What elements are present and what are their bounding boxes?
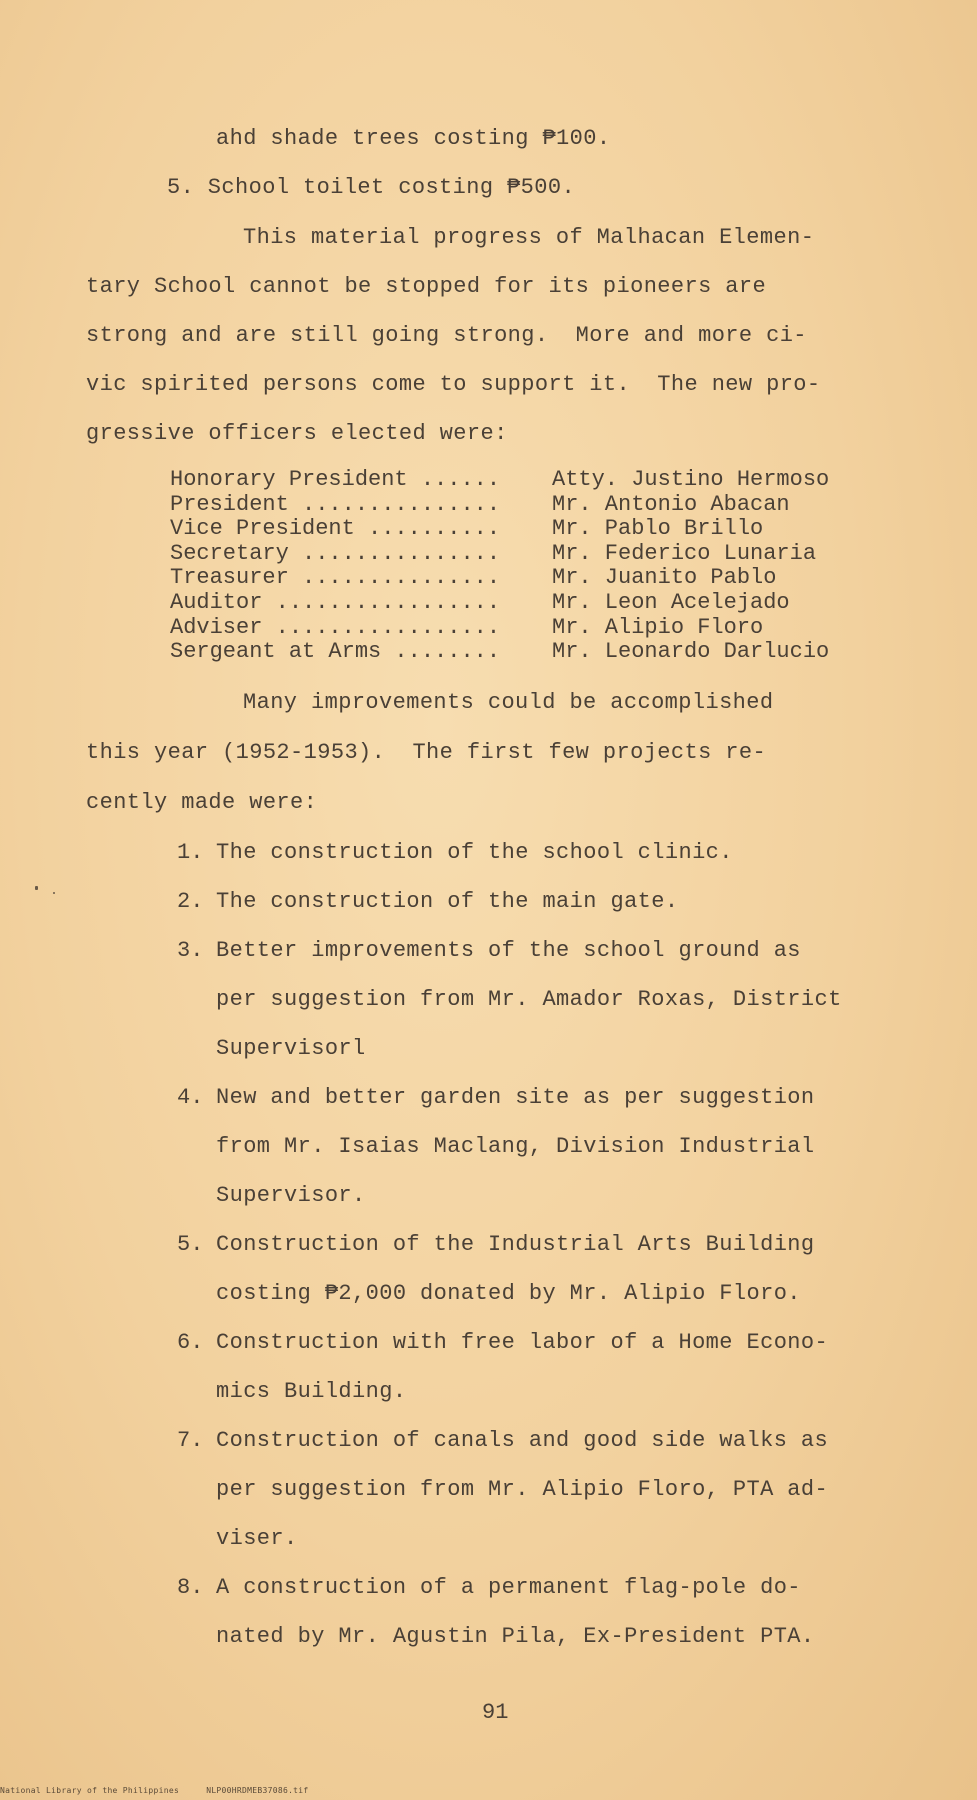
item-line: Construction of the Industrial Arts Building [216, 1232, 815, 1257]
item-line: viser. [216, 1526, 298, 1551]
item-number: 2. [177, 889, 204, 914]
item-number: 4. [177, 1085, 204, 1110]
officer-row [170, 640, 910, 665]
text-line: ahd shade trees costing ₱100. [216, 126, 611, 151]
text-line: tary School cannot be stopped for its pioneers are [86, 274, 767, 299]
item-line: Construction with free labor of a Home Econo- [216, 1330, 829, 1355]
officer-name: Mr. Leon Acelejado [552, 589, 790, 615]
officer-role: President ............... [170, 492, 514, 517]
officer-name: Mr. Alipio Floro [552, 614, 764, 640]
text-line: strong and are still going strong. More and more ci- [86, 323, 807, 348]
officer-row [170, 493, 910, 518]
item-line: per suggestion from Mr. Alipio Floro, PTA ad- [216, 1477, 829, 1502]
item-line: Supervisor. [216, 1183, 366, 1208]
item-line: A construction of a permanent flag-pole do- [216, 1575, 801, 1600]
item-line: The construction of the main gate. [216, 889, 679, 914]
item-line: mics Building. [216, 1379, 407, 1404]
item-line: Construction of canals and good side walks as [216, 1428, 829, 1453]
scan-footer [0, 1785, 977, 1797]
officer-role: Auditor ................. [170, 590, 514, 615]
item-line: Better improvements of the school ground as [216, 938, 801, 963]
item-line: The construction of the school clinic. [216, 840, 733, 865]
officer-name: Mr. Federico Lunaria [552, 540, 817, 566]
item-number: 7. [177, 1428, 204, 1453]
officer-name: Mr. Juanito Pablo [552, 565, 777, 591]
text-line: 5. School toilet costing ₱500. [167, 175, 576, 200]
item-line: Supervisorl [216, 1036, 366, 1061]
officer-role: Honorary President ...... [170, 468, 514, 492]
item-number: 5. [177, 1232, 204, 1257]
officer-name: Atty. Justino Hermoso [552, 467, 830, 492]
officer-role: Vice President .......... [170, 517, 514, 542]
officer-row [170, 468, 910, 493]
officer-row [170, 517, 910, 542]
officer-role: Adviser ................. [170, 615, 501, 640]
library-credit: National Library of the Philippines [0, 1786, 180, 1795]
text-line: cently made were: [86, 790, 318, 815]
item-number: 6. [177, 1330, 204, 1355]
officer-role: Secretary ............... [170, 541, 514, 566]
file-name: NLP00HRDMEB37086.tif [206, 1786, 309, 1795]
officer-name: Mr. Pablo Brillo [552, 516, 764, 542]
item-number: 3. [177, 938, 204, 963]
text-line: This material progress of Malhacan Elemen- [243, 225, 815, 250]
item-line: from Mr. Isaias Maclang, Division Industrial [216, 1134, 815, 1159]
officer-role: Treasurer ............... [170, 566, 514, 591]
item-line: per suggestion from Mr. Amador Roxas, District [216, 987, 842, 1012]
ink-speck [53, 892, 55, 894]
item-line: costing ₱2,000 donated by Mr. Alipio Floro. [216, 1281, 801, 1306]
officer-row [170, 591, 910, 616]
officer-row [170, 566, 910, 591]
text-line: Many improvements could be accomplished [243, 690, 774, 715]
item-line: New and better garden site as per suggestion [216, 1085, 815, 1110]
text-line: this year (1952-1953). The first few projects re- [86, 740, 767, 765]
officer-name: Mr. Leonardo Darlucio [552, 639, 830, 665]
officer-role: Sergeant at Arms ........ [170, 640, 514, 665]
officer-row [170, 542, 910, 567]
officer-name: Mr. Antonio Abacan [552, 491, 790, 517]
page-number: 91 [482, 1700, 509, 1725]
item-number: 8. [177, 1575, 204, 1600]
officers-list [170, 468, 910, 665]
officer-row [170, 616, 910, 641]
item-line: nated by Mr. Agustin Pila, Ex-President PTA. [216, 1624, 815, 1649]
text-line: gressive officers elected were: [86, 421, 508, 446]
item-number: 1. [177, 840, 204, 865]
text-line: vic spirited persons come to support it. The new pro- [86, 372, 821, 397]
ink-speck [35, 886, 38, 890]
